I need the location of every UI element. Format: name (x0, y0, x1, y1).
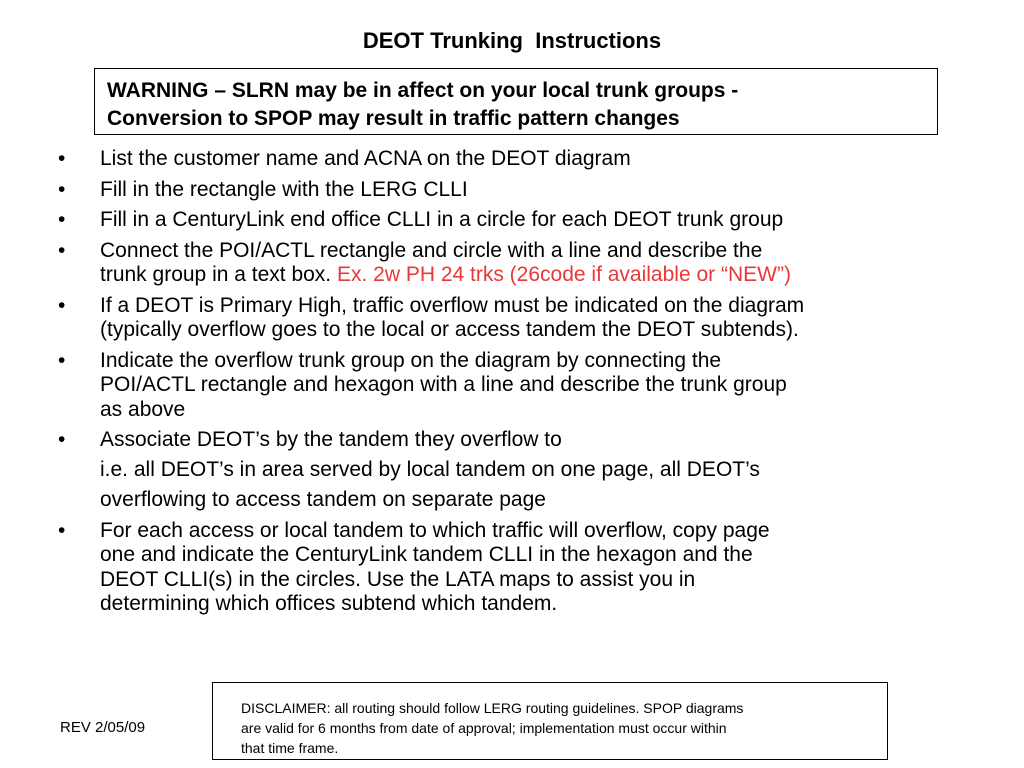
warning-line-1: WARNING – SLRN may be in affect on your local trunk groups - (107, 79, 739, 102)
bullet-icon: • (58, 238, 66, 262)
disclaimer-line-3: that time frame. (241, 740, 339, 756)
list-item-text: Associate DEOT’s by the tandem they overflow to (100, 428, 562, 451)
list-item (0, 519, 1024, 617)
list-item-text: overflowing to access tandem on separate page (100, 487, 546, 511)
bullet-icon: • (58, 293, 66, 317)
revision-label: REV 2/05/09 (60, 719, 146, 736)
disclaimer-box (212, 682, 888, 760)
list-item-text-part: trunk group in a text box. (100, 263, 337, 286)
list-item-text: If a DEOT is Primary High, traffic overflow must be indicated on the diagram (100, 293, 805, 317)
bullet-icon: • (58, 147, 66, 170)
disclaimer-line-1: DISCLAIMER: all routing should follow LERG routing guidelines. SPOP diagrams (241, 700, 744, 716)
list-item (0, 147, 1024, 172)
list-item-text: List the customer name and ACNA on the DEOT diagram (100, 147, 631, 170)
list-item-text: For each access or local tandem to which traffic will overflow, copy page (100, 518, 770, 542)
list-item-text (100, 263, 984, 288)
list-item (0, 239, 1024, 288)
bullet-icon: • (58, 428, 66, 451)
warning-line-2: Conversion to SPOP may result in traffic pattern changes (107, 107, 680, 130)
bullet-icon: • (58, 208, 66, 231)
list-item-text: Fill in the rectangle with the LERG CLLI (100, 177, 468, 201)
list-item-continuation (0, 455, 1024, 515)
list-item-text: i.e. all DEOT’s in area served by local tandem on one page, all DEOT’s (100, 457, 760, 481)
bullet-icon: • (58, 518, 66, 542)
list-item-text: DEOT CLLI(s) in the circles. Use the LATA maps to assist you in (100, 567, 696, 591)
list-item (0, 349, 1024, 423)
list-item (0, 178, 1024, 203)
bullet-icon: • (58, 348, 66, 372)
list-item-text: Connect the POI/ACTL rectangle and circle with a line and describe the (100, 238, 763, 262)
list-item-text: Indicate the overflow trunk group on the diagram by connecting the (100, 348, 722, 372)
list-item-text: as above (100, 397, 186, 421)
list-item (0, 208, 1024, 233)
list-item-text: POI/ACTL rectangle and hexagon with a line and describe the trunk group (100, 373, 787, 396)
example-text: Ex. 2w PH 24 trks (26code if available or “NEW”) (336, 263, 791, 286)
instruction-list (0, 147, 1024, 623)
page-title: DEOT Trunking Instructions (362, 28, 662, 53)
list-item-text: Fill in a CenturyLink end office CLLI in a circle for each DEOT trunk group (100, 208, 784, 231)
list-item-text: (typically overflow goes to the local or access tandem the DEOT subtends). (100, 318, 799, 341)
list-item-text: determining which offices subtend which tandem. (100, 592, 558, 615)
warning-box (94, 68, 938, 135)
list-item-text: one and indicate the CenturyLink tandem CLLI in the hexagon and the (100, 543, 753, 566)
list-item (0, 294, 1024, 343)
disclaimer-line-2: are valid for 6 months from date of approval; implementation must occur within (241, 720, 727, 736)
bullet-icon: • (58, 177, 66, 201)
list-item (0, 428, 1024, 453)
